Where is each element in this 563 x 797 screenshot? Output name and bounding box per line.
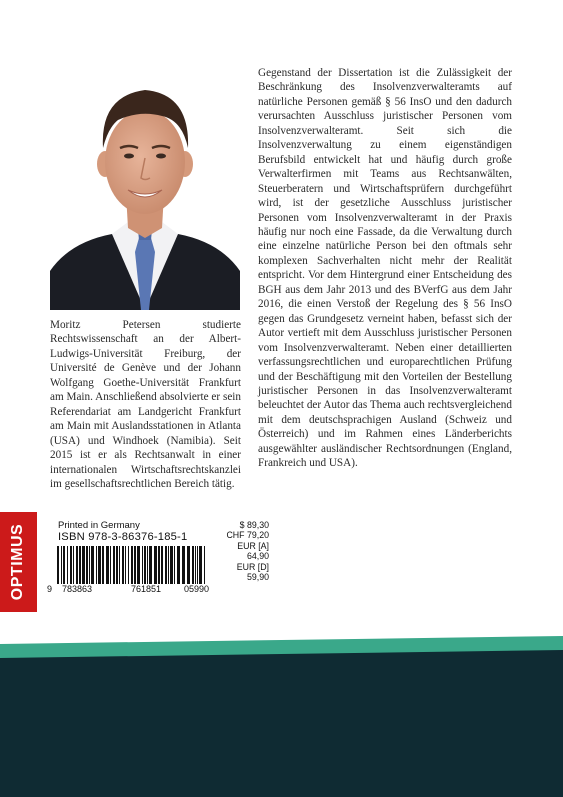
barcode-digit: 761851 — [131, 584, 162, 594]
barcode-digit: 05990 — [184, 584, 210, 594]
barcode-bars — [47, 546, 212, 586]
author-bio: Moritz Petersen studierte Rechtswissenschaft an der Albert-Ludwigs-Universität Freiburg, der Université de Genève und der Johann Wolfgang Goethe-Universität Frankfurt am Main. Anschließend absolvierte er sein Referendariat am Landgericht Frankfurt am Main mit Auslandsstationen in Atlanta (USA) und Windhoek (Namibia). Seit 2015 ist er als Rechtsanwalt in einer internationalen Wirtschaftsrechtskanzlei im gesellschaftsrechtlichen Bereich tätig. — [50, 319, 241, 490]
barcode-digit: 9 — [47, 584, 53, 594]
publisher-logo: OPTIMUS — [9, 523, 26, 601]
barcode-digit: 783863 — [62, 584, 93, 594]
isbn-label: ISBN 978-3-86376-185-1 — [58, 531, 188, 543]
printed-in-label: Printed in Germany — [58, 520, 140, 531]
price-eur-d: EUR [D] 59,90 — [236, 561, 269, 583]
price-usd: $ 89,30 — [239, 520, 269, 530]
price-chf: CHF 79,20 — [226, 530, 269, 541]
decorative-bottom-band — [0, 636, 563, 797]
author-photo — [50, 66, 240, 310]
price-list — [213, 520, 269, 582]
book-description: Gegenstand der Dissertation ist die Zulässigkeit der Beschränkung des Insolvenzverwalteramts auf natürliche Personen gemäß § 56 InsO und den dadurch verursachten Ausschluss juristischer Personen vom Insolvenzverwalteramt. Seit sich die Insolvenzverwaltung zu einem eigenständigen Berufsbild entwickelt hat und häufig durch große Verwalterfirmen mit Teams aus Rechtsanwälten, Steuerberatern und Wirtschaftsprüfern durchgeführt wird, ist der gesetzliche Ausschluss juristischer Personen vom Insolvenzverwalteramt in der Praxis häufig nur noch eine Fassade, da die Verwaltung durch eine einzelne natürliche Person bei den oftmals sehr komplexen Sachverhalten nicht mehr der Realität entspricht. Vor dem Hintergrund einer Entscheidung des BGH aus dem Jahr 2013 und des BVerfG aus dem Jahr 2016, die einen Verstoß der Regelung des § 56 InsO gegen das Grundgesetz verneint haben, befasst sich der Autor vertieft mit dem Ausschluss juristischer Personen vom Insolvenzverwalteramt. Neben einer detaillierten verfassungsrechtlichen und europarechtlichen Prüfung und der Beschäftigung mit den Vorteilen der Bestellung juristischer Personen in das Insolvenzverwalteramt beleuchtet der Autor das Thema auch rechtsvergleichend mit dem deutschsprachigen Ausland (Schweiz und Österreich) und im Rahmen eines Länderberichts ausgewählter ausländischer Rechtsordnungen (England, Frankreich und USA). — [258, 67, 512, 470]
price-eur-a: EUR [A] 64,90 — [237, 540, 269, 562]
